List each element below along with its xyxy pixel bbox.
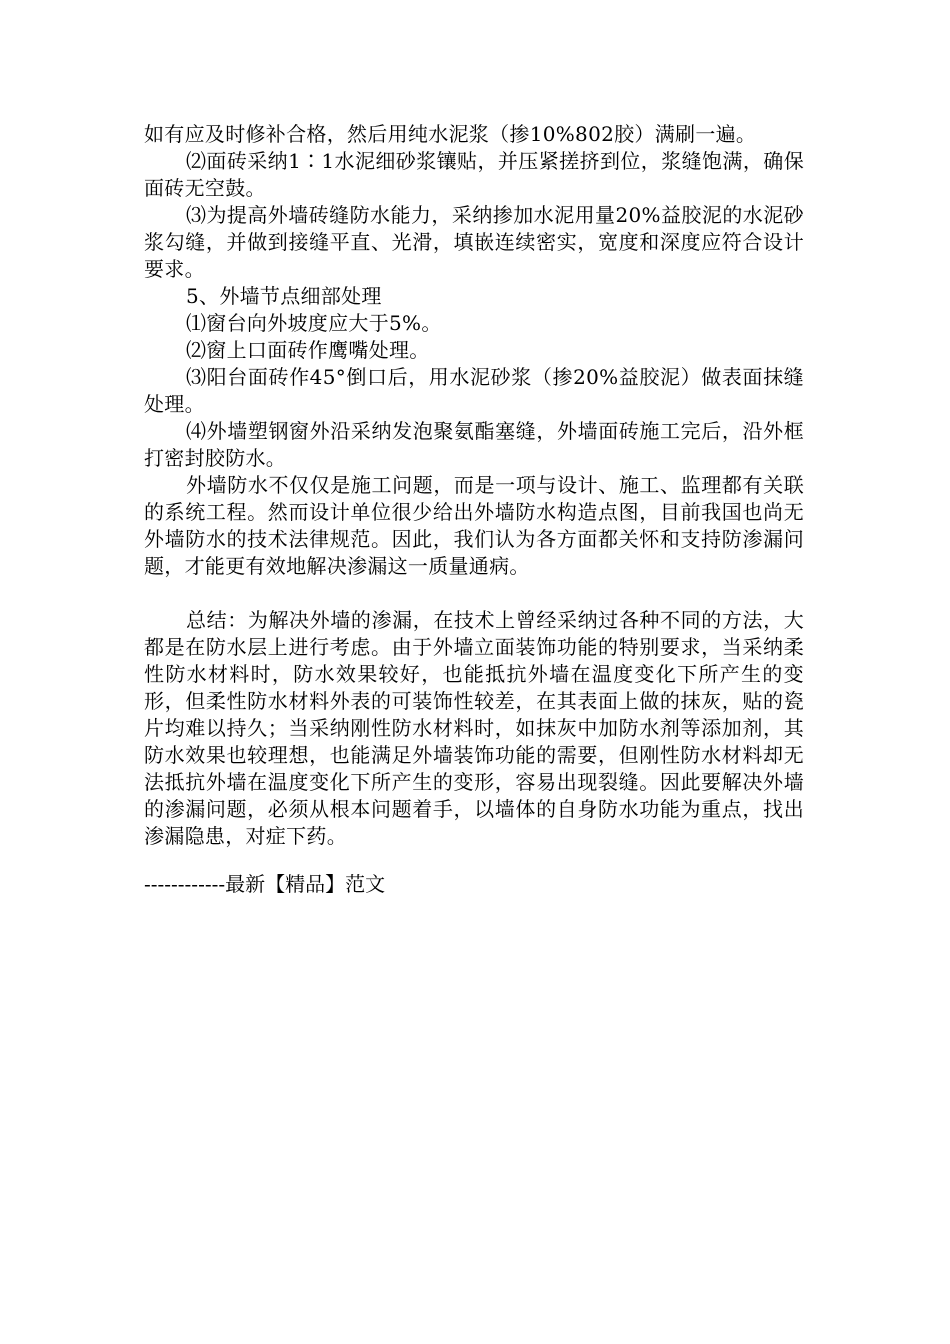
paragraph-system-engineering: 外墙防水不仅仅是施工问题，而是一项与设计、施工、监理都有关联的系统工程。然而设计单位很少给出外墙防水构造点图，目前我国也尚无外墙防水的技术法律规范。因此，我们认为各方面都关怀和支持防渗漏问题，才能更有效地解决渗漏这一质量通病。 <box>144 473 804 578</box>
paragraph-node-item-4: ⑷外墙塑钢窗外沿采纳发泡聚氨酯塞缝，外墙面砖施工完后，沿外框打密封胶防水。 <box>144 419 804 470</box>
paragraph-node-item-3: ⑶阳台面砖作45°倒口后，用水泥砂浆（掺20%益胶泥）做表面抹缝处理。 <box>144 365 804 416</box>
paragraph-summary: 总结：为解决外墙的渗漏，在技术上曾经采纳过各种不同的方法，大都是在防水层上进行考虑。由于外墙立面装饰功能的特别要求，当采纳柔性防水材料时，防水效果较好，也能抵抗外墙在温度变化下所产生的变形，但柔性防水材料外表的可装饰性较差，在其表面上做的抹灰，贴的瓷片均难以持久；当采纳刚性防水材料时，如抹灰中加防水剂等添加剂，其防水效果也较理想，也能满足外墙装饰功能的需要，但刚性防水材料却无法抵抗外墙在温度变化下所产生的变形，容易出现裂缝。因此要解决外墙的渗漏问题，必须从根本问题着手，以墙体的自身防水功能为重点，找出渗漏隐患，对症下药。 <box>144 608 804 848</box>
footer-line: ------------最新【精品】范文 <box>144 872 386 896</box>
paragraph-continuation: 如有应及时修补合格，然后用纯水泥浆（掺10%802胶）满刷一遍。 <box>144 122 757 146</box>
paragraph-item-3-joint-pointing: ⑶为提高外墙砖缝防水能力，采纳掺加水泥用量20%益胶泥的水泥砂浆勾缝，并做到接缝平直、光滑，填嵌连续密实，宽度和深度应符合设计要求。 <box>144 203 804 281</box>
section-heading-node-details: 5、外墙节点细部处理 <box>186 284 382 308</box>
paragraph-node-item-2: ⑵窗上口面砖作鹰嘴处理。 <box>186 338 430 362</box>
paragraph-item-2-tile-bedding: ⑵面砖采纳1∶1水泥细砂浆镶贴，并压紧搓挤到位，浆缝饱满，确保面砖无空鼓。 <box>144 149 804 200</box>
paragraph-node-item-1: ⑴窗台向外坡度应大于5%。 <box>186 311 442 335</box>
paragraph-spacer <box>144 580 804 607</box>
document-body <box>144 121 804 850</box>
